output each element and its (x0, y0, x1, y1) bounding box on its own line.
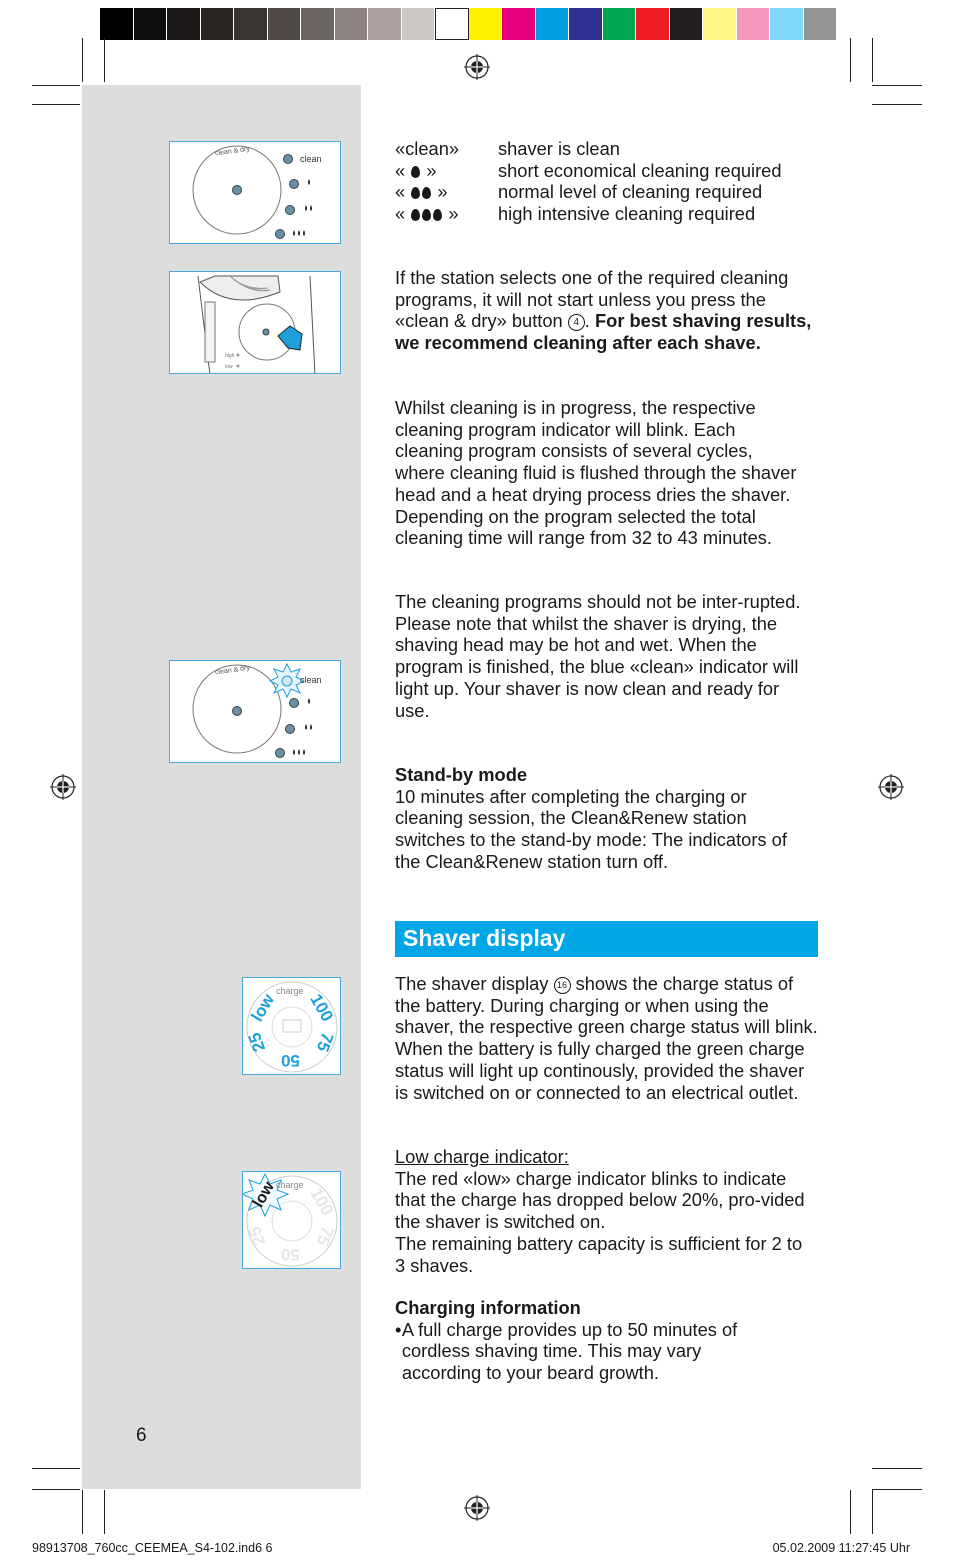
legend-key (395, 160, 498, 182)
display-text-b: shows the charge status of the battery. During charging or when using the shaver, the respective green charge status will blink. When the battery is fully charged the green charge status will light up continously, provided the shaver is switched on or connected to an electrical outlet. (395, 973, 818, 1103)
para1-period: . (584, 310, 590, 332)
crop-mark (872, 1468, 922, 1469)
color-swatch (770, 8, 804, 40)
clean-dry-label: clean & dry (214, 145, 251, 158)
standby-section (395, 764, 805, 873)
legend-key: «clean» (395, 138, 460, 159)
para3-text: The cleaning programs should not be inter-rupted. Please note that whilst the shaver is drying, the shaving head may be hot and wet. When the program is finished, the blue «clean» indicator will light up. Your shaver is now clean and ready for use. (395, 591, 801, 721)
clean-label: clean (300, 675, 322, 685)
dial-100-label: 100 (306, 1184, 337, 1219)
color-swatch (268, 8, 302, 40)
registration-mark-icon (464, 54, 490, 80)
para1-text: If the station selects one of the required cleaning programs, it will not start unless you press the «clean & dry» button (395, 267, 789, 332)
start-program-paragraph (395, 267, 817, 354)
clean-dry-label: clean & dry (214, 664, 251, 677)
station-drawing (170, 272, 341, 374)
color-swatch (569, 8, 603, 40)
legend-row (395, 181, 820, 203)
clean-label: clean (300, 154, 322, 164)
legend-row (395, 160, 820, 182)
drop-icon (422, 209, 431, 221)
color-swatch (167, 8, 201, 40)
drop-icon (411, 187, 420, 199)
legend-value: normal level of cleaning required (498, 181, 763, 203)
charge-label: charge (276, 1180, 304, 1190)
dial-75-label: 75 (312, 1224, 338, 1249)
footer-file-info: 98913708_760cc_CEEMEA_S4-102.ind6 6 (32, 1541, 273, 1555)
color-swatch (201, 8, 235, 40)
color-swatch (603, 8, 637, 40)
legend-row (395, 138, 820, 160)
svg-text:high: high (225, 353, 235, 359)
crop-mark (82, 1490, 83, 1534)
charge-label: charge (276, 986, 304, 996)
station-press-button-figure (169, 271, 341, 374)
color-swatch (100, 8, 134, 40)
standby-text: 10 minutes after completing the charging or cleaning session, the Clean&Renew station switches to the stand-by mode: The indicators of the Clean&Renew station turn off. (395, 785, 787, 872)
crop-mark (872, 1489, 922, 1490)
low-charge-section (395, 1146, 813, 1276)
legend-key (395, 181, 498, 203)
drop-icon (433, 209, 442, 221)
color-swatch (335, 8, 369, 40)
crop-mark (32, 1468, 80, 1469)
svg-text:low: low (225, 364, 233, 370)
legend-key (395, 203, 498, 225)
crop-mark (872, 38, 873, 82)
guillemet-close: » (426, 159, 437, 181)
crop-mark (872, 85, 922, 86)
crop-mark (850, 1490, 851, 1534)
color-swatch (435, 8, 469, 40)
low-charge-title: Low charge indicator: (395, 1146, 569, 1167)
registration-mark-icon (878, 774, 904, 800)
para2-text: Whilst cleaning is in progress, the respective cleaning program indicator will blink. Each cleaning program consists of several cycles, where cleaning fluid is flushed through the shaver head and a heat drying process dries the shaver. Depending on the program selected the total cleaning time will range from 32 to 43 minutes. (395, 397, 797, 549)
crop-mark (850, 38, 851, 82)
footer-timestamp: 05.02.2009 11:27:45 Uhr (772, 1541, 910, 1555)
charging-bullet (395, 1319, 765, 1384)
dial-100-label: 100 (306, 990, 337, 1025)
crop-mark (872, 1490, 873, 1534)
crop-mark (872, 104, 922, 105)
recommendation-text: For best shaving results, we recommend cleaning after each shave. (395, 310, 812, 354)
registration-mark-icon (464, 1495, 490, 1521)
color-swatch (134, 8, 168, 40)
registration-mark-icon (50, 774, 76, 800)
color-swatch (703, 8, 737, 40)
low-charge-text1: The red «low» charge indicator blinks to indicate that the charge has dropped below 20%, pro-vided the shaver is switched on. (395, 1167, 805, 1233)
color-swatch (234, 8, 268, 40)
charge-display-figure (242, 977, 341, 1075)
dial-50-label: 50 (281, 1051, 300, 1070)
color-swatch (636, 8, 670, 40)
color-swatch (737, 8, 771, 40)
dial-low-label: low (247, 990, 279, 1025)
legend-value: shaver is clean (498, 138, 620, 159)
drop-icon (411, 209, 420, 221)
legend-value: short economical cleaning required (498, 159, 782, 181)
color-swatch (536, 8, 570, 40)
color-swatch (301, 8, 335, 40)
section-heading: Shaver display (403, 925, 566, 951)
charging-title: Charging information (395, 1297, 581, 1318)
section-heading-bar (395, 921, 818, 957)
guillemet-close: » (437, 181, 448, 203)
drop-icon (411, 166, 420, 178)
display-text-a: The shaver display (395, 973, 549, 994)
legend-value: high intensive cleaning required (498, 203, 756, 225)
color-swatch (502, 8, 536, 40)
page-number: 6 (136, 1425, 147, 1446)
color-calibration-bar (100, 8, 837, 40)
guillemet-close: » (448, 203, 459, 225)
guillemet-open: « (395, 159, 406, 181)
dial-25-label: 25 (244, 1030, 270, 1055)
indicator-panel-figure (169, 141, 341, 244)
dial-50-label: 50 (281, 1245, 300, 1264)
low-charge-display-figure (242, 1171, 341, 1269)
color-swatch (804, 8, 838, 40)
color-swatch (402, 8, 436, 40)
dial-25-label: 25 (244, 1224, 270, 1249)
crop-mark (104, 38, 105, 82)
guillemet-open: « (395, 203, 406, 225)
charging-info-section (395, 1297, 765, 1384)
color-swatch (368, 8, 402, 40)
dial-low-label-lit: low (249, 1178, 278, 1211)
crop-mark (82, 38, 83, 82)
crop-mark (32, 104, 80, 105)
program-finish-paragraph (395, 591, 805, 721)
standby-title: Stand-by mode (395, 764, 528, 785)
guillemet-open: « (395, 181, 406, 203)
display-number-badge: 16 (554, 977, 571, 994)
crop-mark (104, 1490, 105, 1534)
color-swatch (670, 8, 704, 40)
bullet-icon: • (395, 1318, 402, 1340)
shaver-display-paragraph (395, 973, 819, 1103)
low-charge-text2: The remaining battery capacity is sufficient for 2 to 3 shaves. (395, 1232, 803, 1276)
crop-mark (32, 85, 80, 86)
indicator-legend (395, 138, 820, 225)
legend-row (395, 203, 820, 225)
indicator-panel-clean-lit-figure (169, 660, 341, 763)
dial-75-label: 75 (312, 1030, 338, 1055)
drop-icon (422, 187, 431, 199)
charging-bullet-text: A full charge provides up to 50 minutes of cordless shaving time. This may vary according to your beard growth. (401, 1318, 738, 1384)
button-number-badge: 4 (568, 314, 585, 331)
crop-mark (32, 1489, 80, 1490)
color-swatch (469, 8, 503, 40)
cleaning-progress-paragraph (395, 397, 807, 549)
